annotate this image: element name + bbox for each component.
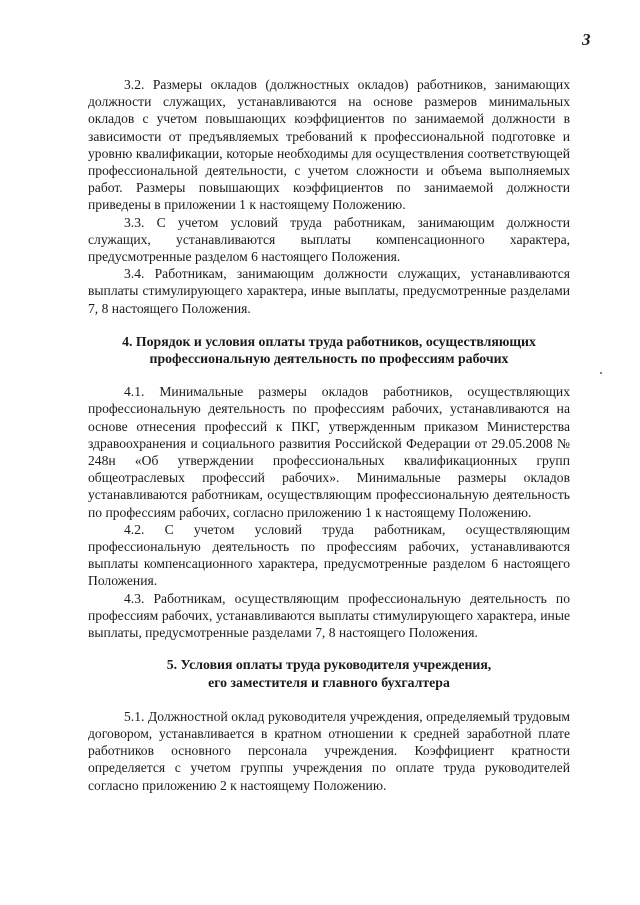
- page-number: 3: [582, 30, 591, 49]
- paragraph-4-3: 4.3. Работникам, осуществляющим профессиональную деятельность по профессиям рабочих, устанавливаются выплаты стимулирующего характера, иные выплаты, предусмотренные разделами 7, 8 настоящего Положения.: [88, 590, 570, 641]
- scan-speck: [600, 372, 602, 374]
- paragraph-3-4: 3.4. Работникам, занимающим должности служащих, устанавливаются выплаты стимулирующего характера, иные выплаты, предусмотренные разделами 7, 8 настоящего Положения.: [88, 266, 570, 316]
- section-4-heading: [88, 333, 570, 367]
- paragraph-3-3: 3.3. С учетом условий труда работникам, занимающим должности служащих, устанавливаются выплаты компенсационного характера, предусмотренные разделом 6 настоящего Положения.: [88, 214, 570, 265]
- section-5-heading: [88, 656, 570, 690]
- paragraph-5-1: 5.1. Должностной оклад руководителя учреждения, определяемый трудовым договором, устанавливается в кратном отношении к средней заработной плате работников основного персонала учреждения. Коэффициент кратности определяется с учетом группы учреждения по оплате труда руководителей согласно приложению 2 к настоящему Положению.: [88, 708, 570, 793]
- paragraph-4-2: 4.2. С учетом условий труда работникам, осуществляющим профессиональную деятельность по профессиям рабочих, устанавливаются выплаты компенсационного характера, предусмотренные разделом 6 настоящего Положения.: [88, 521, 570, 589]
- paragraph-4-1: 4.1. Минимальные размеры окладов работников, осуществляющих профессиональную деятельность по профессиям рабочих, устанавливаются на основе отнесения профессий к ПКГ, утвержденным приказом Министерства здравоохранения и социального развития Российской Федерации от 29.05.2008 № 248н «Об утверждении профессиональных квалификационных групп общеотраслевых профессий рабочих». Минимальные размеры окладов устанавливаются работникам, осуществляющим профессиональную деятельность по профессиям рабочих, согласно приложению 1 к настоящему Положению.: [88, 384, 570, 520]
- document-body: [88, 76, 570, 794]
- paragraph-3-2: 3.2. Размеры окладов (должностных окладов) работников, занимающих должности служащих, устанавливаются на основе размеров минимальных окладов с учетом повышающих коэффициентов по занимаемой должности в зависимости от предъявляемых требований к профессиональной подготовке и уровню квалификации, которые необходимы для осуществления соответствующей профессиональной деятельности, с учетом сложности и объема выполняемых работ. Размеры повышающих коэффициентов по занимаемой должности приведены в приложении 1 к настоящему Положению.: [88, 77, 570, 213]
- section-4-heading-line-2: профессиональную деятельность по профессиям рабочих: [149, 351, 509, 367]
- section-5-heading-line-2: его заместителя и главного бухгалтера: [208, 674, 450, 690]
- section-5-heading-line-1: 5. Условия оплаты труда руководителя учреждения,: [166, 657, 492, 673]
- section-4-heading-line-1: 4. Порядок и условия оплаты труда работников, осуществляющих: [122, 333, 536, 349]
